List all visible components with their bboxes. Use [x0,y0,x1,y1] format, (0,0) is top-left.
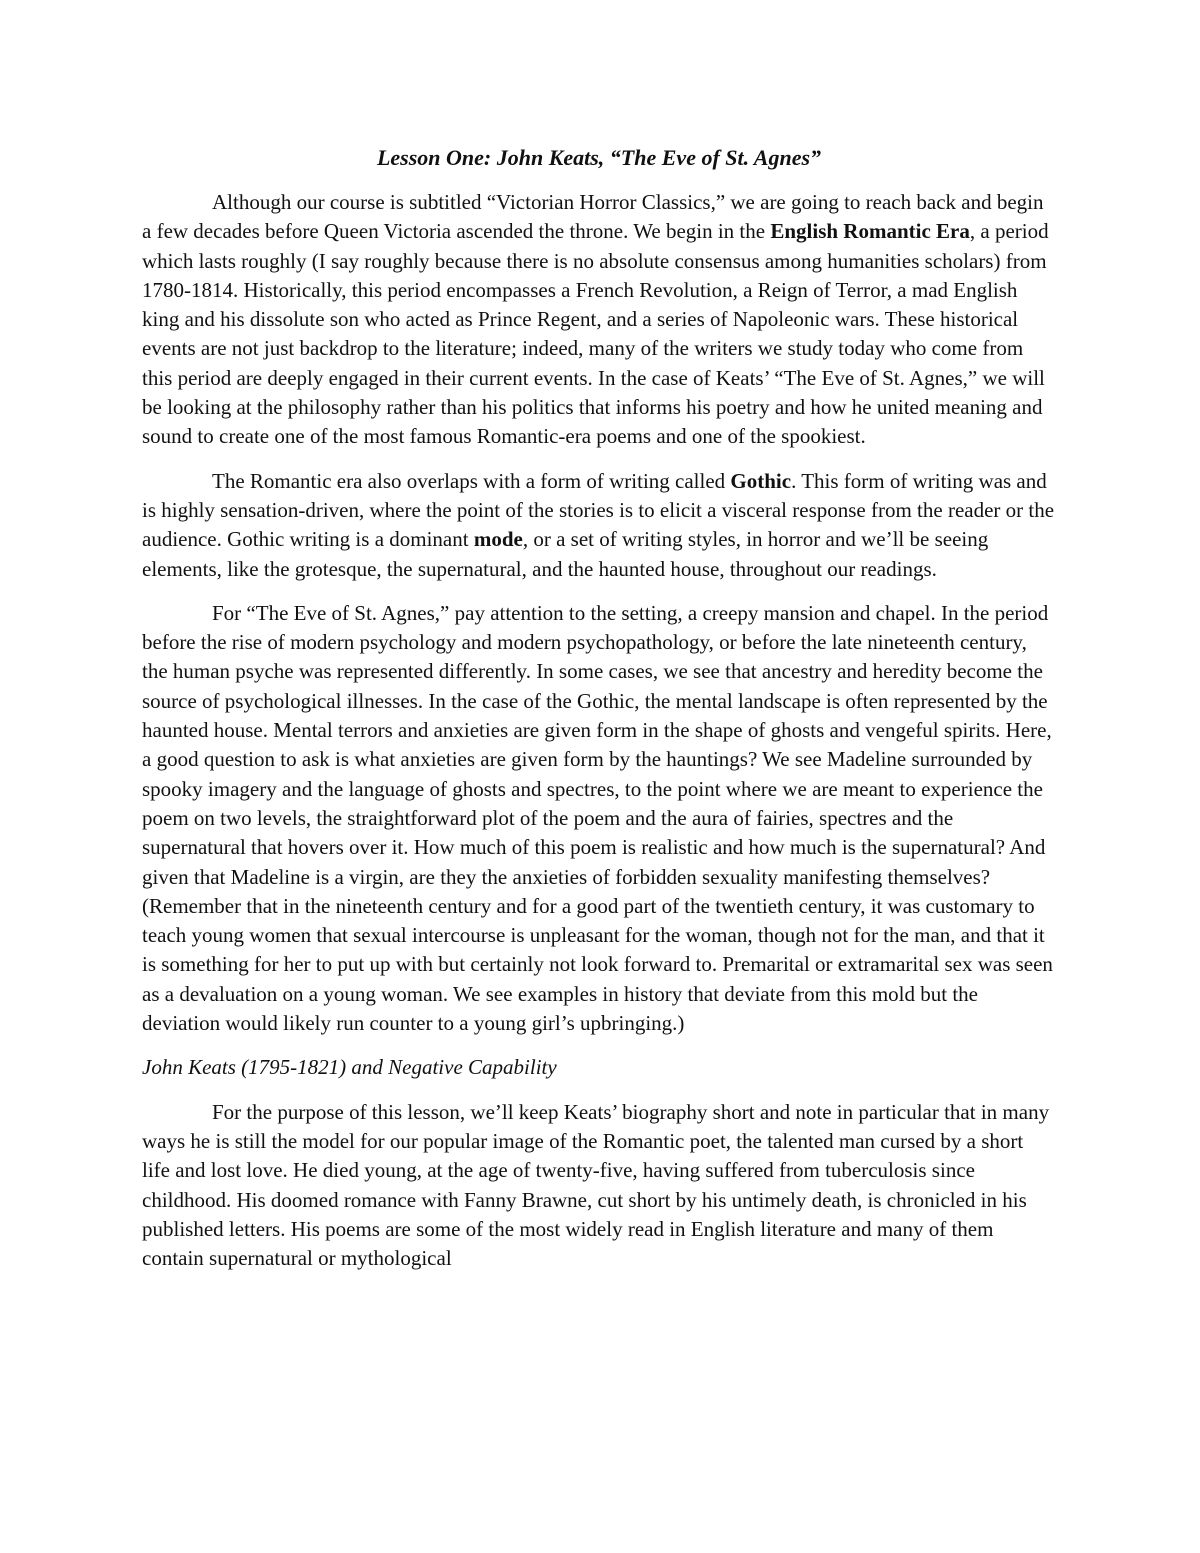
section-heading: John Keats (1795-1821) and Negative Capability [142,1055,557,1080]
bold-term-mode: mode [473,527,523,552]
page-content [142,143,1056,1288]
paragraph-text: Although our course is subtitled “Victorian Horror Classics,” we are going to reach back and begin a few decades before Queen Victoria ascended the throne. We begin in the [142,190,1044,244]
page-title: Lesson One: John Keats, “The Eve of St. Agnes” [376,145,822,170]
paragraph-gothic [142,467,1056,584]
bold-term-gothic: Gothic [730,468,792,493]
bold-term-english-romantic-era: English Romantic Era [770,219,970,244]
paragraph-intro [142,188,1056,452]
paragraph-text: , or a set of writing styles, in horror and we’ll be seeing elements, like the grotesque, the supernatural, and the haunted house, throughout our readings. [142,527,989,581]
paragraph-setting: For “The Eve of St. Agnes,” pay attention to the setting, a creepy mansion and chapel. In the period before the rise of modern psychology and modern psychopathology, or before the late nineteenth century, the human psyche was represented differently. In some cases, we see that ancestry and heredity become the source of psychological illnesses. In the case of the Gothic, the mental landscape is often represented by the haunted house. Mental terrors and anxieties are given form in the shape of ghosts and vengeful spirits. Here, a good question to ask is what anxieties are given form by the hauntings? We see Madeline surrounded by spooky imagery and the language of ghosts and spectres, to the point where we are meant to experience the poem on two levels, the straightforward plot of the poem and the aura of fairies, spectres and the supernatural that hovers over it. How much of this poem is realistic and how much is the supernatural? And given that Madeline is a virgin, are they the anxieties of forbidden sexuality manifesting themselves? (Remember that in the nineteenth century and for a good part of the twentieth century, it was customary to teach young women that sexual intercourse is unpleasant for the woman, though not for the man, and that it is something for her to put up with but certainly not look forward to. Premarital or extramarital sex was seen as a devaluation on a young woman. We see examples in history that deviate from this mold but the deviation would likely run counter to a young girl’s upbringing.) [142,600,1053,1036]
paragraph-text: . This form of writing was and is highly sensation-driven, where the point of the stories is to elicit a visceral response from the reader or the audience. Gothic writing is a dominant [142,468,1055,552]
paragraph-biography: For the purpose of this lesson, we’ll keep Keats’ biography short and note in particular that in many ways he is still the model for our popular image of the Romantic poet, the talented man cursed by a short life and lost love. He died young, at the age of twenty-five, having suffered from tuberculosis since childhood. His doomed romance with Fanny Brawne, cut short by his untimely death, is chronicled in his published letters. His poems are some of the most widely read in English literature and many of them contain supernatural or mythological [142,1099,1050,1271]
paragraph-text: The Romantic era also overlaps with a form of writing called [212,468,731,493]
paragraph-text: , a period which lasts roughly (I say roughly because there is no absolute consensus among humanities scholars) from 1780-1814. Historically, this period encompasses a French Revolution, a Reign of Terror, a mad English king and his dissolute son who acted as Prince Regent, and a series of Napoleonic wars. These historical events are not just backdrop to the literature; indeed, many of the writers we study today who come from this period are deeply engaged in their current events. In the case of Keats’ “The Eve of St. Agnes,” we will be looking at the philosophy rather than his politics that informs his poetry and how he united meaning and sound to create one of the most famous Romantic-era poems and one of the spookiest. [142,219,1049,449]
